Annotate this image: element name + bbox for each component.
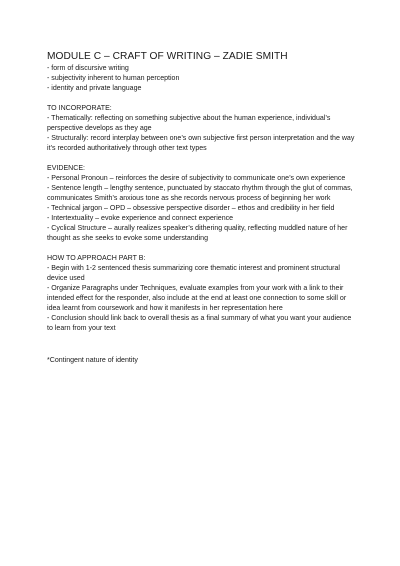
intro-list: [47, 64, 359, 94]
intro-item: - form of discursive writing: [47, 65, 129, 72]
intro-item: - subjectivity inherent to human perception: [47, 75, 180, 82]
section-heading: HOW TO APPROACH PART B:: [47, 255, 146, 262]
list-item: - Cyclical Structure – aurally realizes speaker’s dithering quality, reflecting muddled nature of her thought as she seeks to evoke some understanding: [47, 225, 348, 242]
list-item: - Sentence length – lengthy sentence, punctuated by staccato rhythm through the glut of commas, communicates Smith’s anxious tone as she records nervous process of beginning her work: [47, 185, 353, 202]
approach-section: [47, 254, 359, 334]
document-title: MODULE C – CRAFT OF WRITING – ZADIE SMITH: [47, 51, 288, 62]
footnote: *Contingent nature of identity: [47, 357, 138, 364]
section-heading: EVIDENCE:: [47, 165, 85, 172]
list-item: - Intertextuality – evoke experience and connect experience: [47, 215, 234, 222]
list-item: - Organize Paragraphs under Techniques, evaluate examples from your work with a link to their intended effect for the responder, also include at the end at least one connection to some skill or idea learnt from coursework and how it manifests in her representation here: [47, 285, 347, 312]
list-item: - Begin with 1-2 sentenced thesis summarizing core thematic interest and prominent structural device used: [47, 265, 340, 282]
list-item: - Conclusion should link back to overall thesis as a final summary of what you want your audience to learn from your text: [47, 315, 352, 332]
list-item: - Structurally: record interplay between one’s own subjective first person interpretation and the way it’s recorded authoritatively through other text types: [47, 135, 355, 152]
intro-item: - identity and private language: [47, 85, 142, 92]
list-item: - Thematically: reflecting on something subjective about the human experience, individual’s perspective develops as they age: [47, 115, 331, 132]
list-item: - Personal Pronoun – reinforces the desire of subjectivity to communicate one’s own experience: [47, 175, 346, 182]
list-item: - Technical jargon – OPD – obsessive perspective disorder – ethos and credibility in her field: [47, 205, 335, 212]
section-heading: TO INCORPORATE:: [47, 105, 112, 112]
evidence-section: [47, 164, 359, 244]
to-incorporate-section: [47, 104, 359, 154]
document-page: [47, 50, 359, 366]
